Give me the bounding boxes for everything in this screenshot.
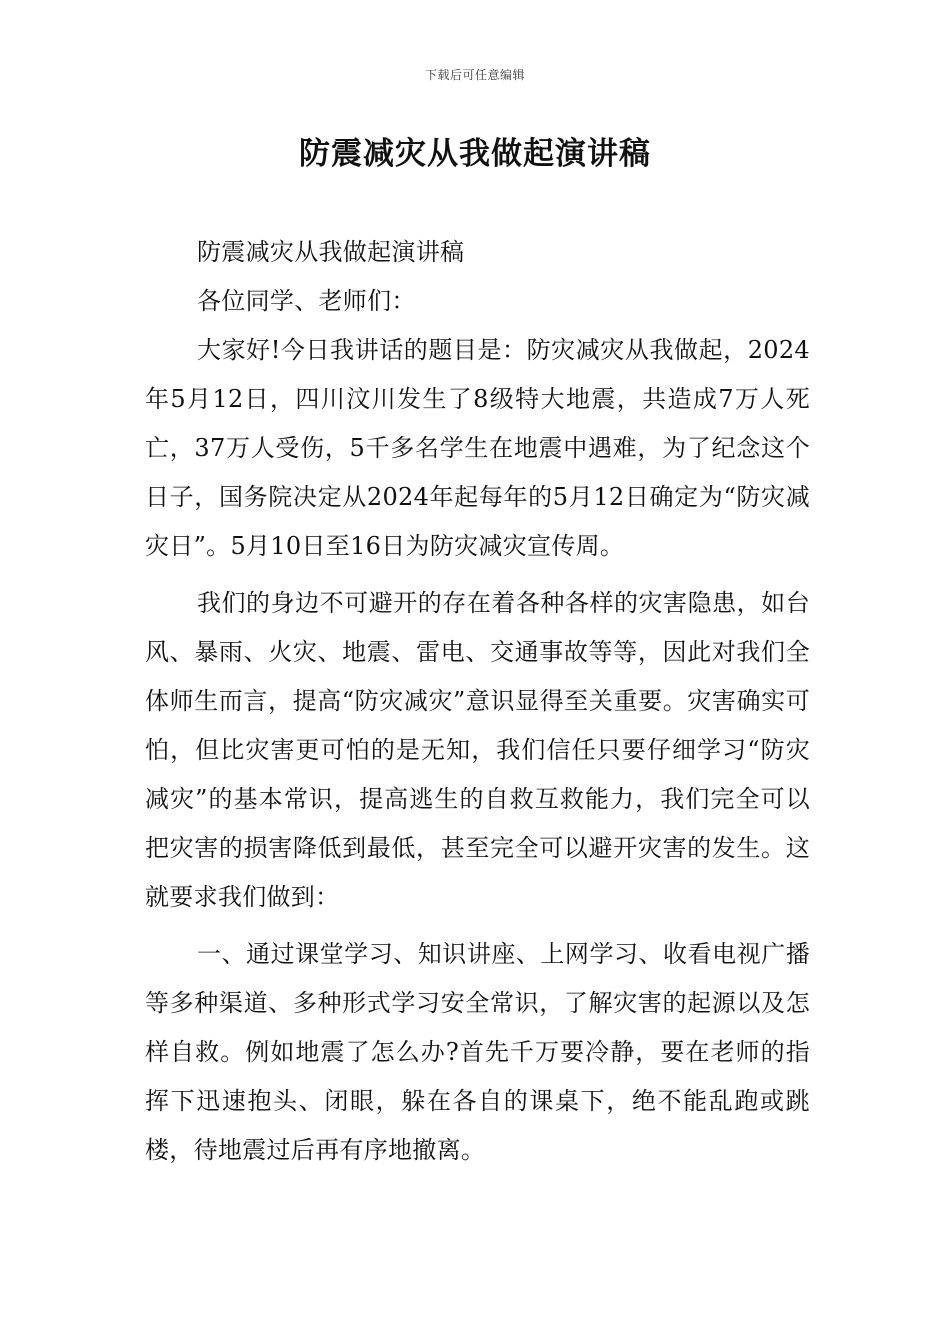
subtitle-paragraph: 防震减灾从我做起演讲稿 <box>197 238 465 266</box>
body-paragraph: 大家好!今日我讲话的题目是：防灾减灾从我做起，2024年5月12日，四川汶川发生了8级特大地震，共造成7万人死亡，37万人受伤，5千多名学生在地震中遇难，为了纪念这个日子，国务院决定从2024年起每年的5月12日确定为“防灾减灾日”。5月10日至16日为防灾减灾宣传周。 <box>145 336 810 560</box>
document-title: 防震减灾从我做起演讲稿 <box>299 136 651 172</box>
header-note: 下载后可任意编辑 <box>424 68 525 82</box>
body-paragraph: 一、通过课堂学习、知识讲座、上网学习、收看电视广播等多种渠道、多种形式学习安全常识，了解灾害的起源以及怎样自救。例如地震了怎么办?首先千万要冷静，要在老师的指挥下迅速抱头、闭眼，躲在各自的课桌下，绝不能乱跑或跳楼，待地震过后再有序地撤离。 <box>145 940 810 1164</box>
body-paragraph: 我们的身边不可避开的存在着各种各样的灾害隐患，如台风、暴雨、火灾、地震、雷电、交通事故等等，因此对我们全体师生而言，提高“防灾减灾”意识显得至关重要。灾害确实可怕，但比灾害更可怕的是无知，我们信任只要仔细学习“防灾减灾”的基本常识，提高逃生的自救互救能力，我们完全可以把灾害的损害降低到最低，甚至完全可以避开灾害的发生。这就要求我们做到： <box>145 589 810 911</box>
document-body <box>145 228 810 1175</box>
salutation-paragraph: 各位同学、老师们： <box>197 287 416 315</box>
